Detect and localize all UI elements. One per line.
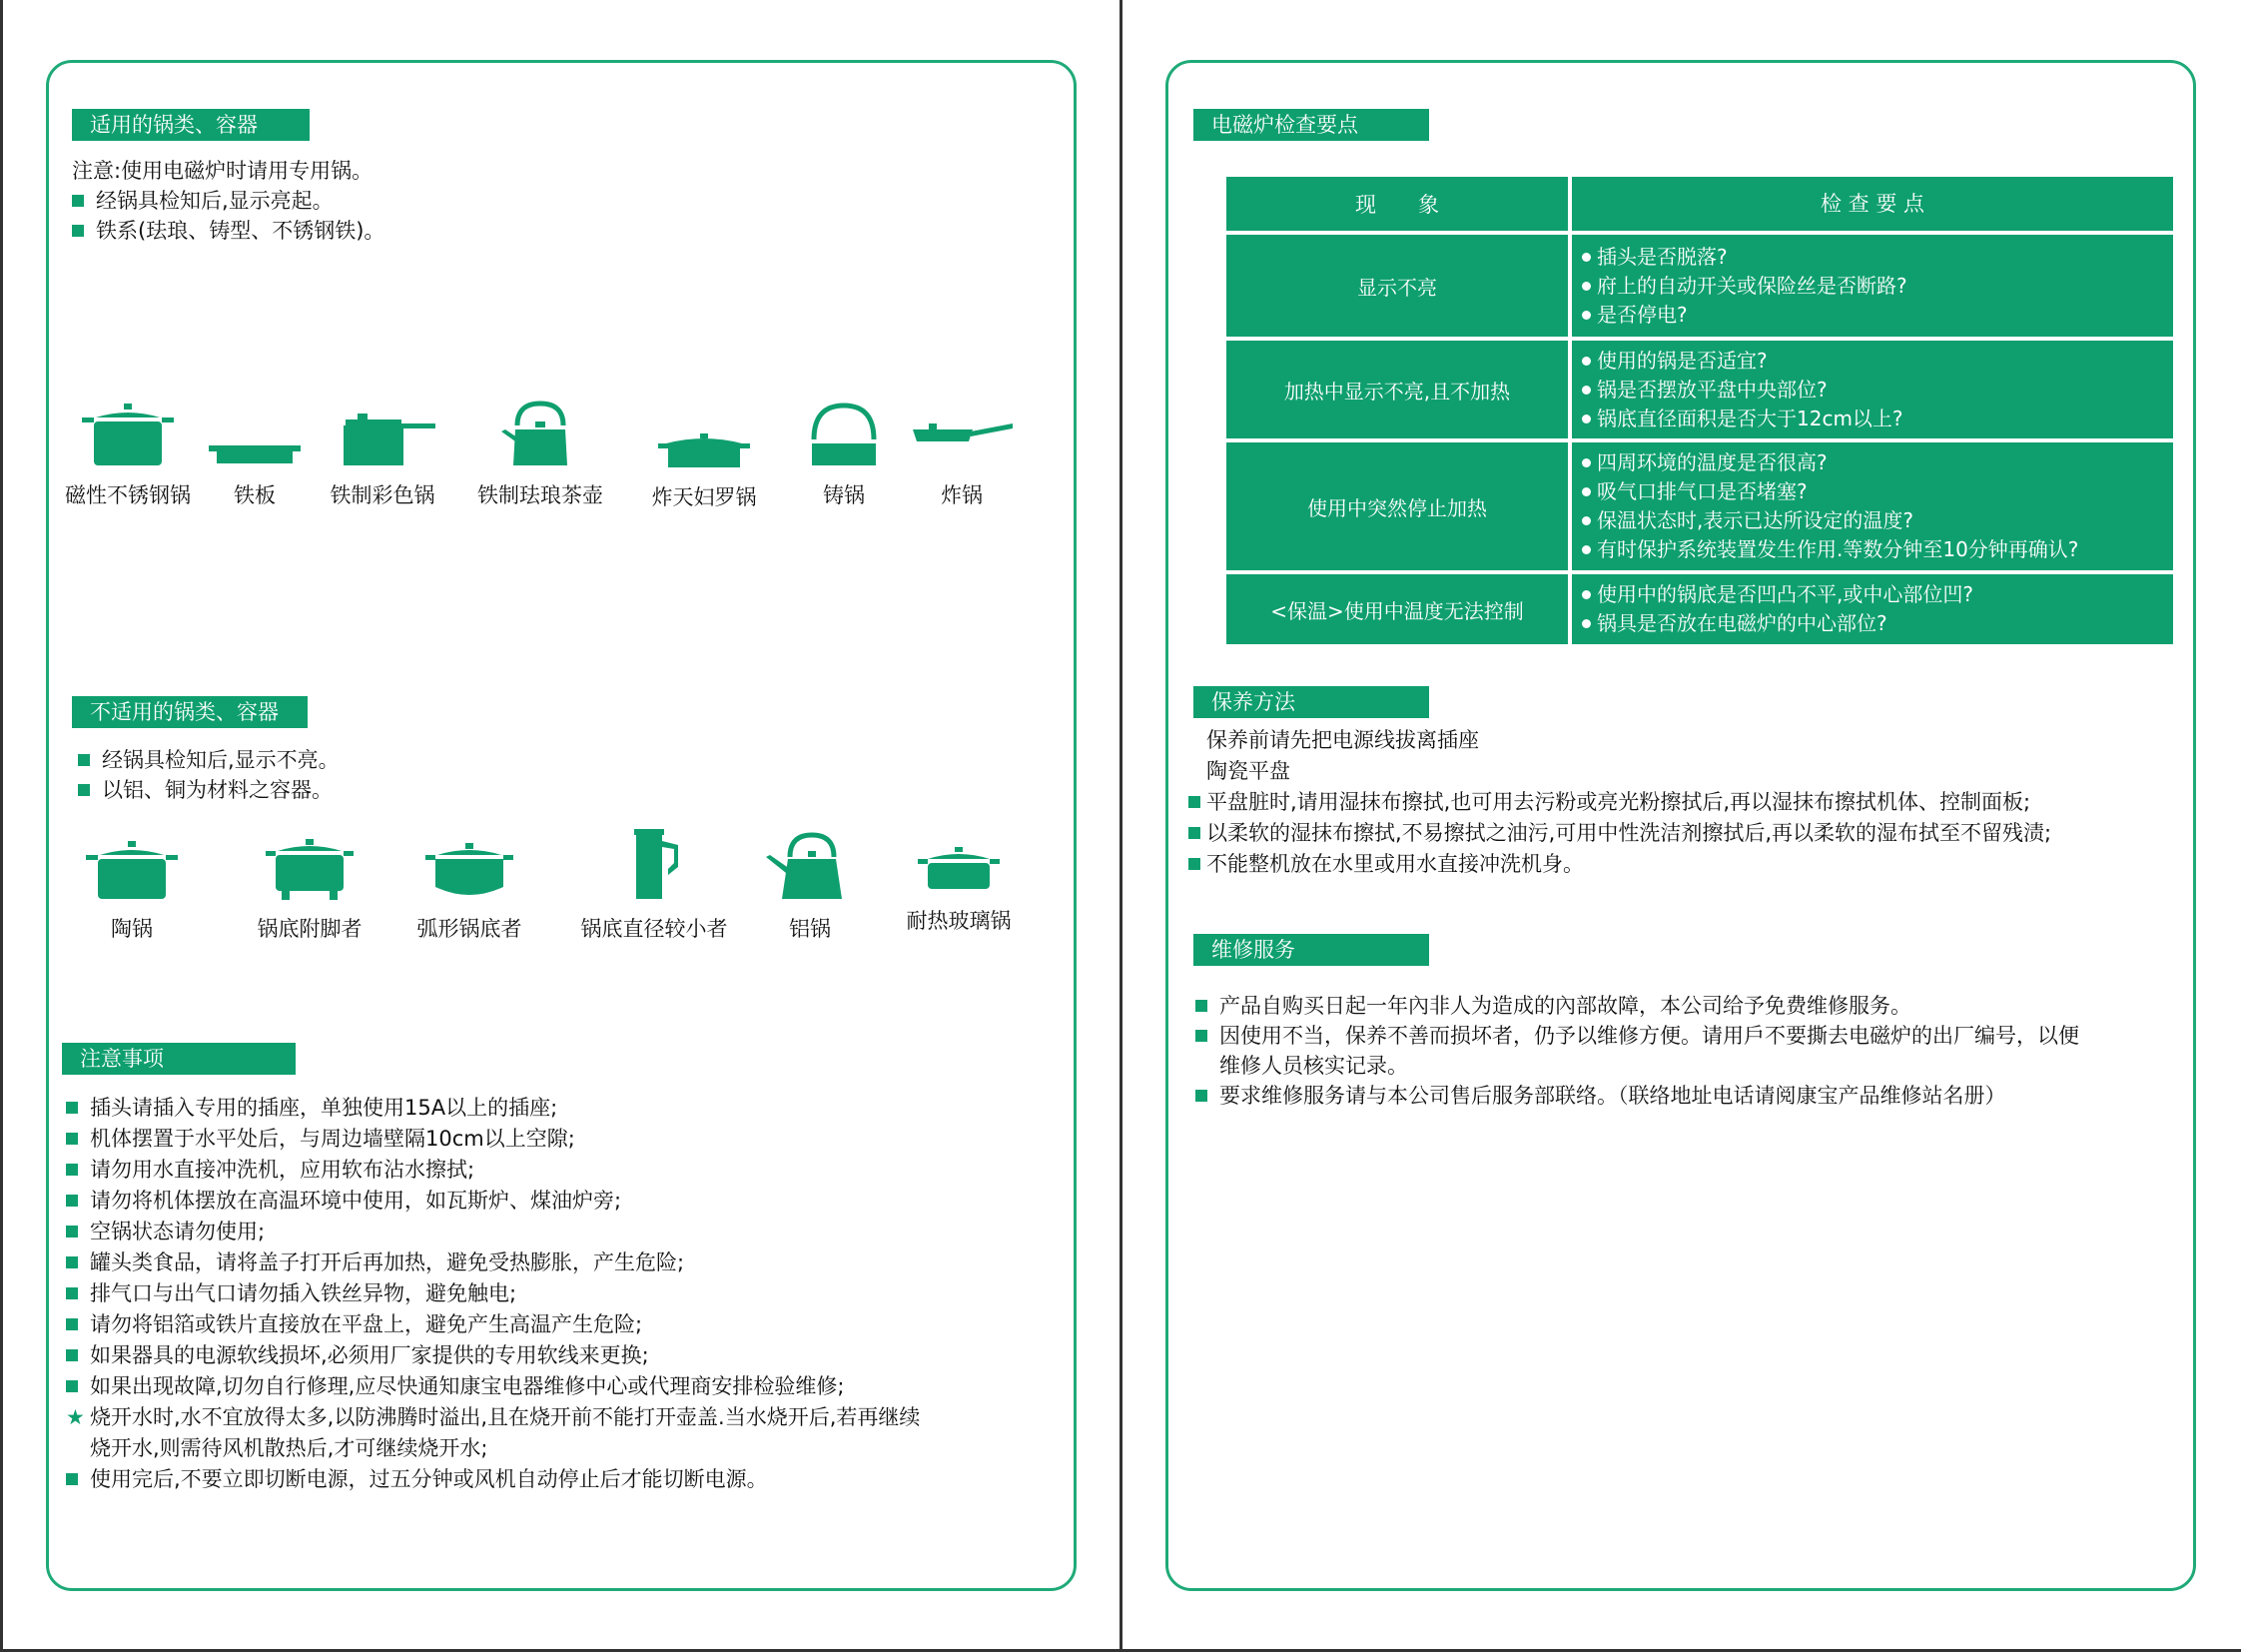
dot-bullet-icon <box>1582 516 1591 525</box>
note-item: 如果出现故障,切勿自行修理,应尽快通知康宝电器维修中心或代理商安排检验维修; <box>66 1371 920 1402</box>
service-header: 维修服务 <box>1193 934 1429 966</box>
table-header-row <box>1226 177 2173 231</box>
left-page-edge <box>0 0 3 1652</box>
pot-item <box>318 402 447 509</box>
pot-item <box>58 402 198 509</box>
square-bullet-icon <box>66 1256 78 1268</box>
pot-label: 弧形锅底者 <box>416 917 522 941</box>
dot-bullet-icon <box>1582 357 1591 366</box>
note-item: 请勿将铝箔或铁片直接放在平盘上，避免产生高温产生危险; <box>66 1309 920 1340</box>
points-cell: 使用中的锅底是否凹凸不平,或中心部位凹? 锅具是否放在电磁炉的中心部位? <box>1572 574 2173 644</box>
tempura-pot-icon <box>656 404 752 469</box>
pot-label: 炸锅 <box>941 483 983 507</box>
service-item-continued: 维修人员核实记录。 <box>1219 1054 1408 1078</box>
service-item: 因使用不当，保养不善而损坏者，仍予以维修方便。请用戶不要撕去电磁炉的出厂编号，以便 <box>1195 1021 2079 1051</box>
pot-label: 陶锅 <box>111 917 153 941</box>
square-bullet-icon <box>66 1164 78 1176</box>
pot-item <box>789 400 899 509</box>
dot-bullet-icon <box>1582 282 1591 291</box>
pot-item <box>755 829 865 943</box>
note-line: 注意:使用电磁炉时请用专用锅。 <box>72 159 374 183</box>
pot-label: 铸锅 <box>823 483 865 507</box>
pot-label: 铝锅 <box>789 917 831 941</box>
aluminum-kettle-icon <box>760 829 860 901</box>
square-bullet-icon <box>66 1195 78 1207</box>
points-cell: 使用的锅是否适宜? 锅是否摆放平盘中央部位? 锅底直径面积是否大于12cm以上? <box>1572 341 2173 438</box>
care-header: 保养方法 <box>1193 686 1429 718</box>
dot-bullet-icon <box>1582 458 1591 467</box>
table-row <box>1226 574 2173 644</box>
notes-list <box>66 1093 920 1495</box>
pot-item <box>240 837 379 943</box>
square-bullet-icon <box>66 1380 78 1392</box>
pot-label: 磁性不锈钢锅 <box>65 483 191 507</box>
square-bullet-icon <box>78 754 90 766</box>
square-bullet-icon <box>1188 827 1200 839</box>
symptom-cell: 加热中显示不亮,且不加热 <box>1226 341 1568 438</box>
square-bullet-icon <box>66 1349 78 1361</box>
pot-item <box>569 827 739 943</box>
suitable-bullet: 铁系(珐琅、铸型、不锈钢铁)。 <box>72 216 384 246</box>
ceramic-pot-icon <box>84 839 180 901</box>
dot-bullet-icon <box>1582 590 1591 599</box>
care-intro: 保养前请先把电源线拔离插座 <box>1206 728 1479 752</box>
square-bullet-icon <box>1195 1090 1207 1102</box>
pot-label: 铁制珐琅茶壶 <box>477 483 603 507</box>
pot-item <box>889 845 1029 935</box>
unsuitable-bullet: 经锅具检知后,显示不亮。 <box>78 745 340 775</box>
symptom-cell: <保温>使用中温度无法控制 <box>1226 574 1568 644</box>
dot-bullet-icon <box>1582 253 1591 262</box>
square-bullet-icon <box>1188 796 1200 808</box>
square-bullet-icon <box>1188 858 1200 870</box>
table-row <box>1226 341 2173 438</box>
symptom-cell: 显示不亮 <box>1226 235 1568 337</box>
page-fold-line <box>1120 0 1122 1652</box>
care-intro: 陶瓷平盘 <box>1206 759 1290 783</box>
note-item: 罐头类食品，请将盖子打开后再加热，避免受热膨胀，产生危险; <box>66 1247 920 1278</box>
note-item: 如果器具的电源软线损坏,必须用厂家提供的专用软线来更换; <box>66 1340 920 1371</box>
square-bullet-icon <box>66 1102 78 1114</box>
stainless-pot-icon <box>80 402 176 467</box>
footed-pot-icon <box>262 837 358 901</box>
pot-item <box>465 400 615 509</box>
pot-item <box>62 839 202 943</box>
note-star-item: ★ 烧开水时,水不宜放得太多,以防沸腾时溢出,且在烧开前不能打开壶盖.当水烧开后,若再继续 <box>66 1402 920 1433</box>
service-section <box>1195 991 2079 1111</box>
square-bullet-icon <box>66 1473 78 1485</box>
square-bullet-icon <box>1195 1000 1207 1012</box>
dot-bullet-icon <box>1582 545 1591 554</box>
cast-pot-icon <box>804 400 884 467</box>
square-bullet-icon <box>66 1318 78 1330</box>
dot-bullet-icon <box>1582 619 1591 628</box>
unsuitable-bullets <box>78 745 340 805</box>
iron-plate-icon <box>207 402 303 467</box>
check-header: 电磁炉检查要点 <box>1193 109 1429 141</box>
note-item: 使用完后,不要立即切断电源，过五分钟或风机自动停止后才能切断电源。 <box>66 1464 920 1495</box>
saucepan-icon <box>328 402 437 467</box>
kettle-icon <box>495 400 585 467</box>
square-bullet-icon <box>1195 1030 1207 1042</box>
pot-label: 锅底附脚者 <box>257 917 363 941</box>
note-item: 插头请插入专用的插座，单独使用15A以上的插座; <box>66 1093 920 1124</box>
suitable-bullet: 经锅具检知后,显示亮起。 <box>72 186 384 216</box>
note-item: 排气口与出气口请勿插入铁丝异物，避免触电; <box>66 1278 920 1309</box>
pot-item <box>399 841 539 943</box>
suitable-note <box>72 156 384 246</box>
column-header-points: 检 查 要 点 <box>1572 177 2173 231</box>
square-bullet-icon <box>78 784 90 796</box>
pot-item <box>200 402 310 509</box>
square-bullet-icon <box>72 225 84 237</box>
table-row <box>1226 235 2173 337</box>
unsuitable-header: 不适用的锅类、容器 <box>72 696 308 728</box>
dot-bullet-icon <box>1582 311 1591 320</box>
square-bullet-icon <box>66 1133 78 1145</box>
symptom-cell: 使用中突然停止加热 <box>1226 442 1568 570</box>
square-bullet-icon <box>72 195 84 207</box>
dot-bullet-icon <box>1582 414 1591 423</box>
column-header-symptom: 现 象 <box>1226 177 1568 231</box>
note-item: 机体摆置于水平处后，与周边墙壁隔10cm以上空隙; <box>66 1124 920 1155</box>
square-bullet-icon <box>66 1226 78 1238</box>
pot-label: 炸天妇罗锅 <box>651 485 757 509</box>
pot-label: 锅底直径较小者 <box>580 917 728 941</box>
frying-pan-icon <box>907 402 1017 467</box>
notes-header: 注意事项 <box>62 1043 296 1075</box>
note-star-continued: 烧开水,则需待风机散热后,才可继续烧开水; <box>90 1436 488 1460</box>
service-item: 产品自购买日起一年內非人为造成的內部故障，本公司给予免费维修服务。 <box>1195 991 2079 1021</box>
glass-pot-icon <box>914 845 1004 893</box>
unsuitable-bullet: 以铝、铜为材料之容器。 <box>78 775 340 805</box>
round-bottom-pot-icon <box>421 841 517 901</box>
points-cell: 插头是否脱落? 府上的自动开关或保险丝是否断路? 是否停电? <box>1572 235 2173 337</box>
care-bullet: 不能整机放在水里或用水直接冲洗机身。 <box>1188 849 2051 880</box>
note-item: 请勿用水直接冲洗机，应用软布沾水擦拭; <box>66 1155 920 1186</box>
note-item: 空锅状态请勿使用; <box>66 1217 920 1247</box>
pot-label: 铁板 <box>234 483 276 507</box>
service-item: 要求维修服务请与本公司售后服务部联络。（联络地址电话请阅康宝产品维修站名册） <box>1195 1081 2079 1111</box>
care-bullet: 以柔软的湿抹布擦拭,不易擦拭之油污,可用中性洗洁剂擦拭后,再以柔软的湿布拭至不留残渍; <box>1188 818 2051 849</box>
note-item: 请勿将机体摆放在高温环境中使用，如瓦斯炉、煤油炉旁; <box>66 1186 920 1217</box>
care-section <box>1188 725 2051 880</box>
points-cell: 四周环境的温度是否很高? 吸气口排气口是否堵塞? 保温状态时,表示已达所设定的温度? 有时保护系统装置发生作用.等数分钟至10分钟再确认? <box>1572 442 2173 570</box>
pot-label: 耐热玻璃锅 <box>906 909 1012 933</box>
narrow-base-pot-icon <box>624 827 684 901</box>
square-bullet-icon <box>66 1287 78 1299</box>
suitable-header: 适用的锅类、容器 <box>72 109 310 141</box>
table-row <box>1226 442 2173 570</box>
care-bullet: 平盘脏时,请用湿抹布擦拭,也可用去污粉或亮光粉擦拭后,再以湿抹布擦拭机体、控制面板; <box>1188 787 2051 818</box>
check-table <box>1222 173 2177 648</box>
pot-item <box>629 404 779 511</box>
dot-bullet-icon <box>1582 386 1591 395</box>
pot-label: 铁制彩色锅 <box>330 483 435 507</box>
star-icon: ★ <box>66 1405 85 1429</box>
pot-item <box>907 402 1017 509</box>
dot-bullet-icon <box>1582 487 1591 496</box>
